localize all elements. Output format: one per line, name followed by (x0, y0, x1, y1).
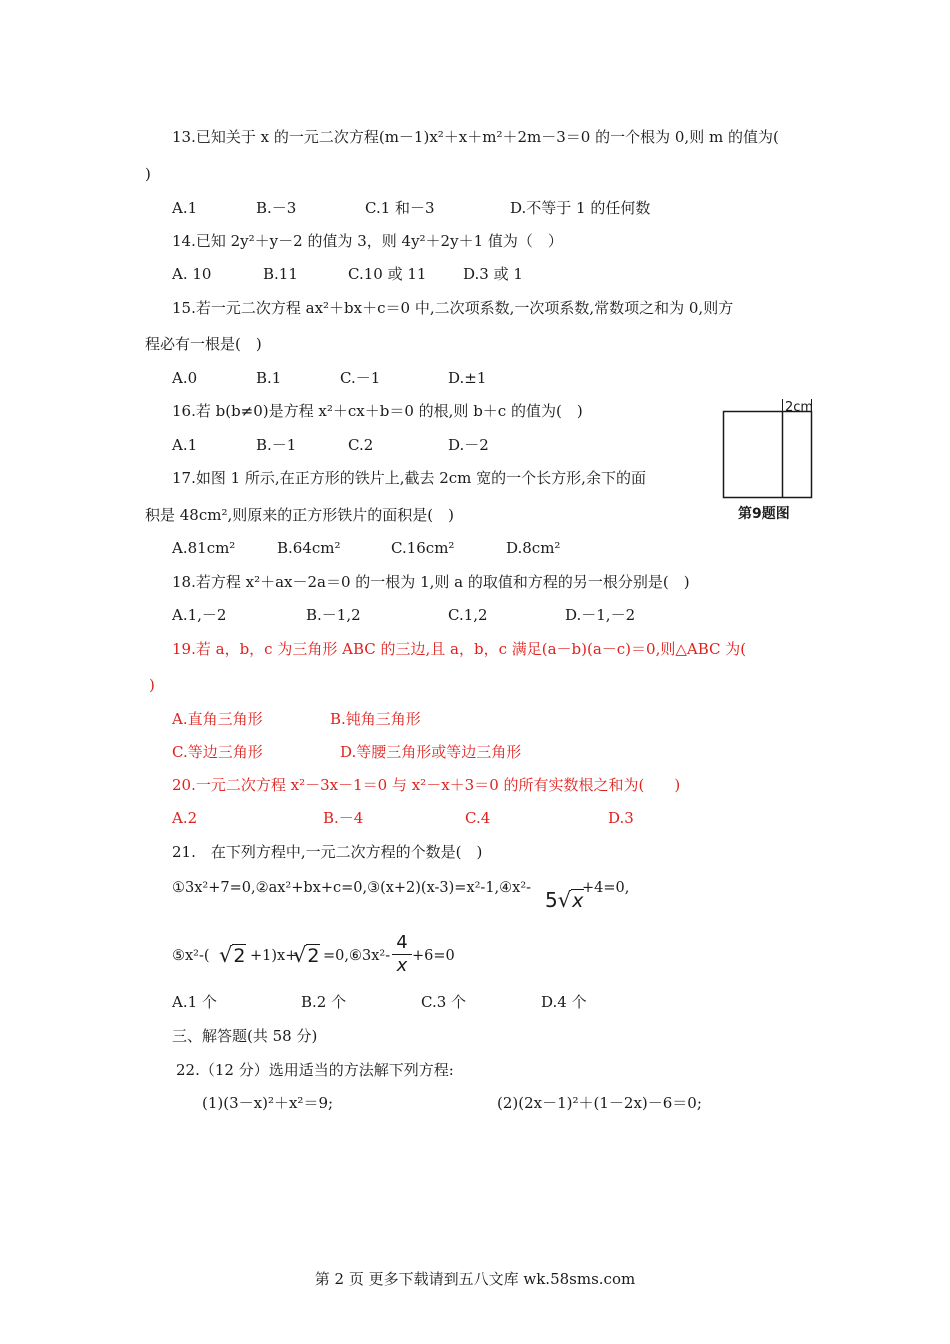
root-radicand: 2 (307, 945, 320, 967)
q18-option-a: A.1,－2 (172, 606, 227, 624)
q21-fraction (392, 932, 412, 977)
q18-stem: 18.若方程 x²＋ax－2a＝0 的一根为 1,则 a 的取值和方程的另一根分别是( ) (172, 573, 690, 591)
q15-option-b: B.1 (256, 369, 282, 387)
sqrt-sign-icon: √ (293, 943, 307, 967)
fraction-numerator: 4 (396, 932, 408, 953)
q20-option-c: C.4 (465, 809, 491, 827)
sqrt-sign-icon: √ (557, 888, 572, 912)
q16-option-d: D.－2 (448, 436, 489, 454)
figure-caption: 第9题图 (738, 506, 790, 522)
q13-option-b: B.－3 (256, 199, 297, 217)
q15-option-a: A.0 (172, 369, 198, 387)
q13-stem-cont: ) (145, 165, 151, 183)
q21-root-two-b (293, 942, 320, 970)
q13-option-c: C.1 和－3 (365, 199, 435, 217)
q16-stem: 16.若 b(b≠0)是方程 x²＋cx＋b＝0 的根,则 b＋c 的值为( ) (172, 402, 583, 420)
q21-stem: 21. 在下列方程中,一元二次方程的个数是( ) (172, 843, 483, 861)
page-footer: 第 2 页 更多下载请到五八文库 wk.58sms.com (314, 1270, 636, 1288)
q18-option-c: C.1,2 (448, 606, 488, 624)
q15-option-c: C.－1 (340, 369, 381, 387)
q21-equations-a: ①3x²+7=0,②ax²+bx+c=0,③(x+2)(x-3)=x²-1,④x²- (172, 880, 532, 896)
q21-root-five-x (545, 887, 584, 915)
root-coefficient: 5 (545, 888, 558, 912)
q20-option-b: B.－4 (323, 809, 364, 827)
q15-option-d: D.±1 (448, 369, 487, 387)
q19-option-b: B.钝角三角形 (330, 710, 421, 728)
q21-root-two-a (219, 942, 246, 970)
sqrt-sign-icon: √ (219, 943, 233, 967)
q22-stem: 22.（12 分）选用适当的方法解下列方程: (176, 1061, 454, 1079)
q19-option-c: C.等边三角形 (172, 743, 263, 761)
q20-option-a: A.2 (172, 809, 198, 827)
q19-option-d: D.等腰三角形或等边三角形 (340, 743, 522, 761)
q19-option-a: A.直角三角形 (172, 710, 263, 728)
q17-option-b: B.64cm² (277, 539, 341, 557)
q16-option-b: B.－1 (256, 436, 297, 454)
q17-stem-cont: 积是 48cm²,则原来的正方形铁片的面积是( ) (145, 506, 454, 524)
q20-option-d: D.3 (608, 809, 634, 827)
q16-option-c: C.2 (348, 436, 374, 454)
q17-option-a: A.81cm² (172, 539, 236, 557)
q13-stem: 13.已知关于 x 的一元二次方程(m－1)x²＋x＋m²＋2m－3＝0 的一个根为 0,则 m 的值为( (172, 128, 779, 146)
q14-option-c: C.10 或 11 (348, 265, 427, 283)
q14-stem: 14.已知 2y²＋y－2 的值为 3，则 4y²＋2y＋1 值为（ ） (172, 232, 563, 250)
q15-stem: 15.若一元二次方程 ax²＋bx＋c＝0 中,二次项系数,一次项系数,常数项之和为 0,则方 (172, 299, 734, 317)
q22-part-1: (1)(3－x)²＋x²＝9; (202, 1094, 334, 1112)
root-radicand: x (572, 890, 584, 912)
q20-stem: 20.一元二次方程 x²－3x－1＝0 与 x²－x＋3＝0 的所有实数根之和为( ) (172, 776, 681, 794)
q21-equations-b2: +1)x+ (250, 948, 298, 964)
q21-equations-b1: ⑤x²-( (172, 948, 210, 964)
q21-option-a: A.1 个 (172, 993, 217, 1011)
q21-option-d: D.4 个 (541, 993, 587, 1011)
q17-option-d: D.8cm² (506, 539, 561, 557)
q16-option-a: A.1 (172, 436, 198, 454)
q22-part-2: (2)(2x－1)²＋(1－2x)－6＝0; (497, 1094, 702, 1112)
q18-option-b: B.－1,2 (306, 606, 361, 624)
q18-option-d: D.－1,－2 (565, 606, 636, 624)
q17-stem: 17.如图 1 所示,在正方形的铁片上,截去 2cm 宽的一个长方形,余下的面 (172, 469, 646, 487)
root-radicand: 2 (233, 945, 246, 967)
q21-option-c: C.3 个 (421, 993, 467, 1011)
figure-width-label: 2cm (785, 400, 814, 415)
section-heading: 三、解答题(共 58 分) (172, 1027, 318, 1045)
q13-option-a: A.1 (172, 199, 198, 217)
q21-equations-a-tail: +4=0, (582, 880, 630, 896)
q17-option-c: C.16cm² (391, 539, 455, 557)
q21-equations-b4: +6=0 (412, 948, 455, 964)
q14-option-d: D.3 或 1 (463, 265, 523, 283)
q13-option-d: D.不等于 1 的任何数 (510, 199, 651, 217)
q19-stem-cont: ) (149, 676, 155, 694)
q19-stem: 19.若 a，b，c 为三角形 ABC 的三边,且 a，b，c 满足(a－b)(a－c)＝0,则△ABC 为( (172, 640, 747, 658)
q14-option-a: A. 10 (172, 265, 212, 283)
q14-option-b: B.11 (263, 265, 298, 283)
q15-stem-cont: 程必有一根是( ) (145, 335, 262, 353)
fraction-denominator: x (396, 955, 408, 976)
q21-equations-b3: =0,⑥3x²- (323, 948, 391, 964)
q21-option-b: B.2 个 (301, 993, 347, 1011)
